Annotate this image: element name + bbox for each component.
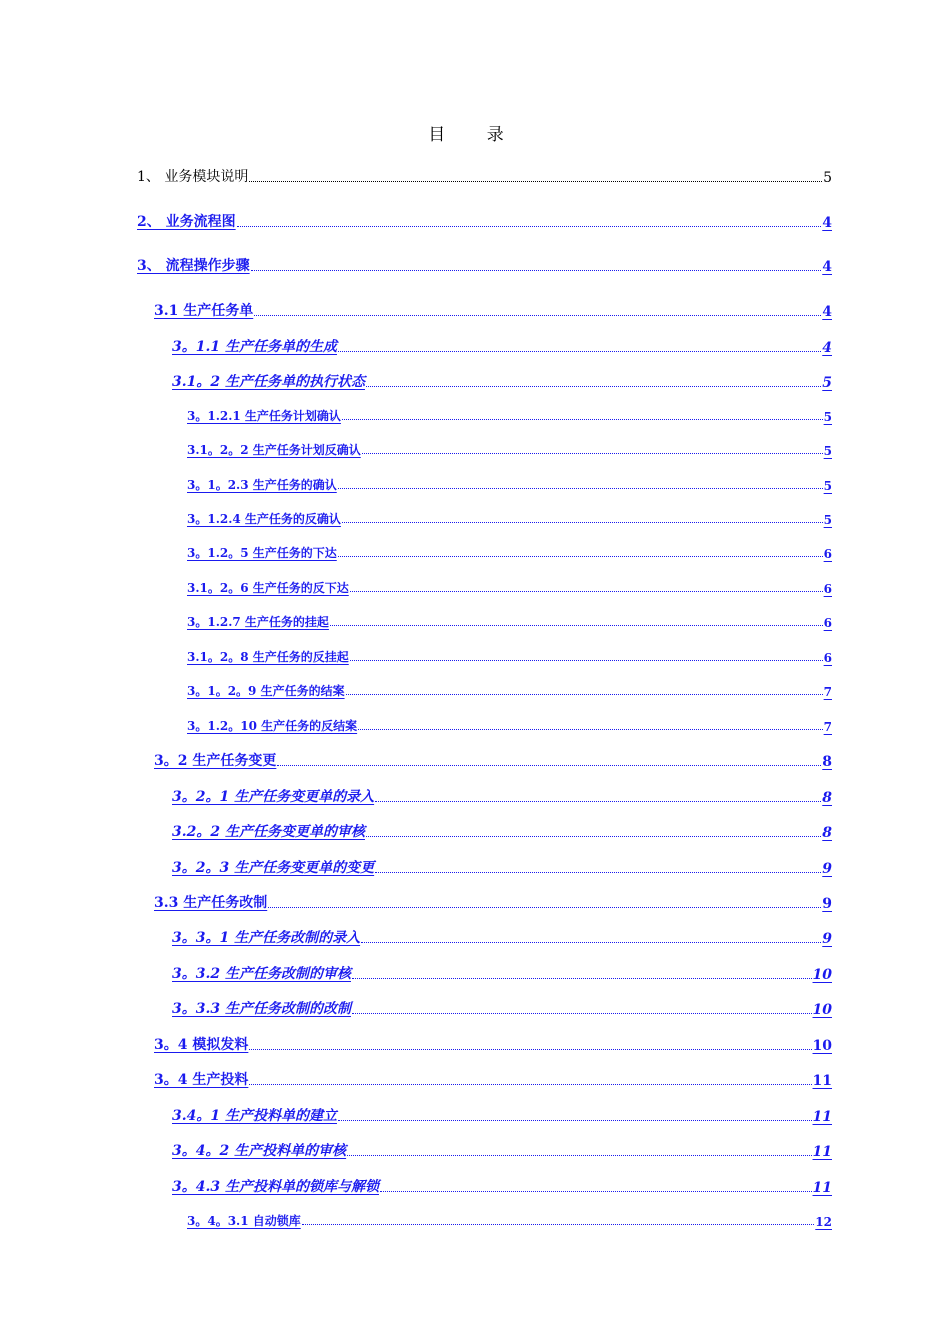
toc-entry-page-number: 5 xyxy=(823,170,832,186)
toc-entry[interactable] xyxy=(172,963,832,983)
toc-entry-label: 2、 业务流程图 xyxy=(137,214,236,230)
dot-leader xyxy=(338,1120,812,1121)
toc-entry[interactable] xyxy=(187,407,832,424)
toc-entry-page-number: 9 xyxy=(822,896,832,912)
dot-leader xyxy=(249,1084,811,1085)
toc-entry-page-number: 11 xyxy=(812,1144,832,1160)
toc-entry-page-number: 8 xyxy=(822,825,832,841)
toc-entry-page-number: 5 xyxy=(823,479,832,493)
toc-entry-label: 3.1。2 生产任务单的执行状态 xyxy=(172,374,365,390)
toc-entry-label: 3.1。2。6 生产任务的反下达 xyxy=(187,581,349,595)
toc-entry-page-number: 8 xyxy=(822,790,832,806)
toc-entry[interactable] xyxy=(137,255,832,275)
toc-entry[interactable] xyxy=(172,371,832,391)
toc-entry[interactable] xyxy=(154,300,832,320)
toc-entry[interactable] xyxy=(172,1176,832,1196)
toc-title: 目 录 xyxy=(428,125,522,145)
toc-entry-label: 3。3.2 生产任务改制的审核 xyxy=(172,966,351,982)
toc-entry-page-number: 10 xyxy=(812,967,832,983)
toc-entry-label: 3。2。1 生产任务变更单的录入 xyxy=(172,789,375,805)
toc-entry-label: 3.1 生产任务单 xyxy=(154,303,254,319)
toc-entry-page-number: 6 xyxy=(823,616,832,630)
toc-entry-label: 3。3。1 生产任务改制的录入 xyxy=(172,930,361,946)
dot-leader xyxy=(361,942,821,943)
toc-entry-label: 3.1。2。2 生产任务计划反确认 xyxy=(187,443,361,457)
toc-entry-page-number: 5 xyxy=(823,444,832,458)
dot-leader xyxy=(366,386,821,387)
toc-entry-page-number: 11 xyxy=(812,1180,832,1196)
toc-entry-page-number: 4 xyxy=(822,340,832,356)
toc-entry[interactable] xyxy=(172,857,832,877)
dot-leader xyxy=(380,1191,812,1192)
toc-entry-label: 3。2 生产任务变更 xyxy=(154,753,277,769)
toc-entry[interactable] xyxy=(187,648,832,665)
toc-entry-label: 3.3 生产任务改制 xyxy=(154,895,268,911)
toc-entry-page-number: 10 xyxy=(812,1038,832,1054)
toc-entry-page-number: 4 xyxy=(822,215,832,231)
toc-entry-page-number: 5 xyxy=(823,513,832,527)
toc-entry[interactable] xyxy=(172,1140,832,1160)
toc-entry-page-number: 10 xyxy=(812,1002,832,1018)
toc-entry[interactable] xyxy=(172,786,832,806)
dot-leader xyxy=(346,694,823,695)
dot-leader xyxy=(352,1013,812,1014)
toc-entry-label: 3。1。2.3 生产任务的确认 xyxy=(187,478,337,492)
dot-leader xyxy=(249,181,822,182)
toc-entry-page-number: 6 xyxy=(823,582,832,596)
toc-entry-page-number: 9 xyxy=(822,931,832,947)
dot-leader xyxy=(342,419,823,420)
dot-leader xyxy=(338,488,823,489)
toc-entry[interactable] xyxy=(187,1212,832,1229)
dot-leader xyxy=(375,801,821,802)
toc-entry[interactable] xyxy=(154,1034,832,1054)
toc-entry-label: 3。4.3 生产投料单的锁库与解锁 xyxy=(172,1179,379,1195)
toc-entry[interactable] xyxy=(137,211,832,231)
dot-leader xyxy=(358,729,823,730)
toc-entry[interactable] xyxy=(172,336,832,356)
dot-leader xyxy=(362,453,823,454)
dot-leader xyxy=(254,315,821,316)
toc-entry[interactable] xyxy=(187,441,832,458)
toc-entry-page-number: 8 xyxy=(822,754,832,770)
toc-entry-label: 3.2。2 生产任务变更单的审核 xyxy=(172,824,365,840)
toc-entry-label: 3。1.2.4 生产任务的反确认 xyxy=(187,512,341,526)
dot-leader xyxy=(350,591,823,592)
toc-entry-label: 3。1。2。9 生产任务的结案 xyxy=(187,684,345,698)
dot-leader xyxy=(366,836,821,837)
toc-entry-page-number: 5 xyxy=(822,375,832,391)
toc-entry[interactable] xyxy=(172,821,832,841)
dot-leader xyxy=(375,872,821,873)
toc-entry[interactable] xyxy=(187,476,832,493)
toc-entry[interactable] xyxy=(137,166,832,186)
toc-entry-label: 3.1。2。8 生产任务的反挂起 xyxy=(187,650,349,664)
toc-entry-page-number: 5 xyxy=(823,410,832,424)
toc-entry[interactable] xyxy=(172,998,832,1018)
toc-entry-page-number: 12 xyxy=(815,1215,832,1229)
toc-entry-label: 3、 流程操作步骤 xyxy=(137,258,250,274)
toc-entry[interactable] xyxy=(187,717,832,734)
toc-entry-label: 3。1.2。10 生产任务的反结案 xyxy=(187,719,358,733)
dot-leader xyxy=(342,522,823,523)
toc-entry-label: 3。4。3.1 自动锁库 xyxy=(187,1214,301,1228)
dot-leader xyxy=(302,1224,815,1225)
toc-entry-page-number: 4 xyxy=(822,259,832,275)
toc-entry-label: 3。3.3 生产任务改制的改制 xyxy=(172,1001,351,1017)
toc-entry-page-number: 11 xyxy=(812,1073,832,1089)
toc-entry-page-number: 6 xyxy=(823,547,832,561)
toc-entry-label: 3。1.2.7 生产任务的挂起 xyxy=(187,615,329,629)
toc-entry-label: 3。4 模拟发料 xyxy=(154,1037,249,1053)
toc-entry[interactable] xyxy=(187,510,832,527)
toc-entry-page-number: 7 xyxy=(823,685,832,699)
toc-entry[interactable] xyxy=(187,544,832,561)
toc-entry[interactable] xyxy=(172,1105,832,1125)
toc-entry-label: 3。4 生产投料 xyxy=(154,1072,249,1088)
toc-entry[interactable] xyxy=(172,927,832,947)
dot-leader xyxy=(330,625,823,626)
dot-leader xyxy=(277,765,821,766)
dot-leader xyxy=(251,270,822,271)
toc-entry-page-number: 9 xyxy=(822,861,832,877)
dot-leader xyxy=(352,978,812,979)
toc-entry-label: 3。1.1 生产任务单的生成 xyxy=(172,339,337,355)
toc-entry[interactable] xyxy=(154,750,832,770)
toc-entry[interactable] xyxy=(187,579,832,596)
toc-entry[interactable] xyxy=(154,892,832,912)
toc-entry[interactable] xyxy=(187,682,832,699)
toc-entry-label: 3。1.2.1 生产任务计划确认 xyxy=(187,409,341,423)
dot-leader xyxy=(268,907,821,908)
toc-entry-label: 3。1.2。5 生产任务的下达 xyxy=(187,546,337,560)
toc-entry-label: 3。2。3 生产任务变更单的变更 xyxy=(172,860,375,876)
toc-entry-label: 3.4。1 生产投料单的建立 xyxy=(172,1108,337,1124)
dot-leader xyxy=(249,1049,811,1050)
toc-entry-label: 3。4。2 生产投料单的审核 xyxy=(172,1143,347,1159)
dot-leader xyxy=(347,1155,811,1156)
toc-entry-label: 1、 业务模块说明 xyxy=(137,169,249,185)
toc-entry[interactable] xyxy=(154,1069,832,1089)
dot-leader xyxy=(338,556,823,557)
toc-entry-page-number: 6 xyxy=(823,651,832,665)
dot-leader xyxy=(237,226,822,227)
toc-entry[interactable] xyxy=(187,613,832,630)
toc-entry-page-number: 7 xyxy=(823,720,832,734)
toc-entry-page-number: 4 xyxy=(822,304,832,320)
dot-leader xyxy=(338,351,821,352)
dot-leader xyxy=(350,660,823,661)
toc-entry-page-number: 11 xyxy=(812,1109,832,1125)
